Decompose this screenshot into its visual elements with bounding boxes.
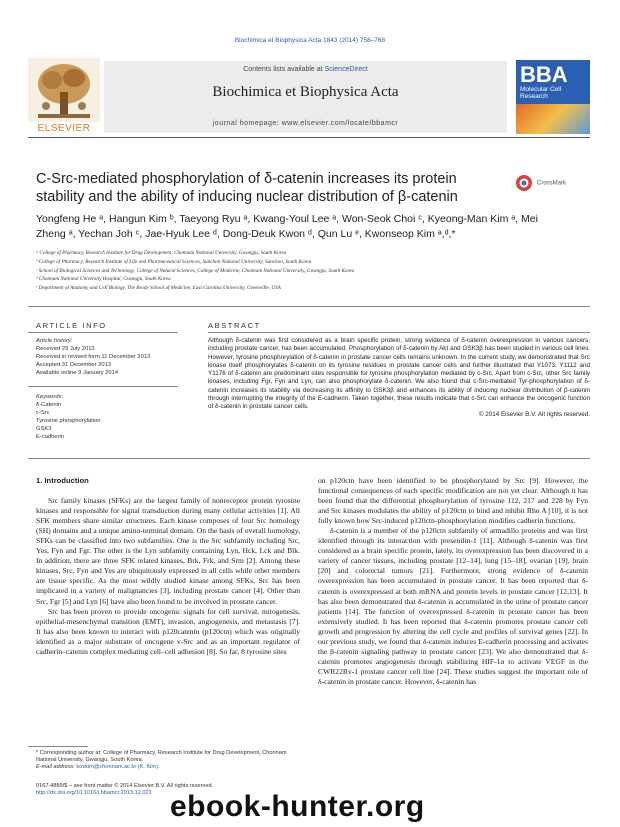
introduction-heading: 1. Introduction [36,476,89,485]
publisher-name: ELSEVIER [37,123,91,134]
body-paragraph: Src has been proven to provide oncogenic signals for cell survival, mitogenesis, epithelial-mesenchymal transition (EMT), invasion, angiogenesis, and metastasis [7]. It has also been known to interact with p120catenin (p120ctn) which was originally identified as a major substrate of oncogene v-Src and as an important regulator of cadherin–catenin complex mediating cell–cell adhesion [8]. So far, 8 tyrosine sites [36,606,300,656]
cover-bba-text: BBA [520,62,568,87]
history-received: Received 29 July 2013 [36,346,95,352]
journal-reference[interactable]: Biochimica et Biophysica Acta 1843 (2014) 758–768 [234,37,386,44]
body-paragraph: Src family kinases (SFKs) are the largest family of nonreceptor protein tyrosine kinases and responsible for signal transduction during many cellular activities [1]. All SFK members share similar structures. Each kinase composes of four Src homology (SH) domains and a unique amino-terminal domain. On the basis of overall homology, SFKs can be classified into two subfamilies. One is the Src subfamily including Src, Yes, Fyn and Fgr. The other is the Lyn subfamily containing Lyn, Hck, Lck and Blk. In addition, there are three SFK related kinases, Brk, Frk, and Srm [2]. Among these kinases, Src, Fyn and Yes are ubiquitously expressed in all cells while other members are tissue specific. As the most wildly studied kinase among SFKs, Src has been implicated in a variety of malignancies [3], including prostate cancer [4]. Other than Src, Fgr [5] and Lyn [6] have also been found to be involved in prostate cancer. [36,496,300,606]
author-list: Yongfeng He ᵃ, Hangun Kim ᵇ, Taeyong Ryu ᵃ, Kwang-Youl Lee ᵃ, Won-Seok Choi ᶜ, Kyeong-Man Kim ᵃ, Mei Zheng ᵃ, Yechan Joh ᶜ, Jae-Hyuk Lee ᵈ, Dong-Deuk Kwon ᵈ, Qun Lu ᵉ, Kwonseop Kim ᵃ,ᵈ,* [36,213,538,240]
article-history [36,337,196,377]
history-online: Available online 9 January 2014 [36,370,119,376]
email-link[interactable]: koskim@chonnam.ac.kr (K. Kim). [76,764,160,771]
watermark-text: ebook-hunter.org [170,790,425,823]
keyword: δ-Catenin [36,402,62,408]
abstract-copyright: © 2014 Elsevier B.V. All rights reserved. [478,411,590,419]
doi-link[interactable]: http://dx.doi.org/10.1016/j.bbamcr.2013.12.021 [36,790,152,797]
abstract-bottom-rule [28,458,590,459]
abstract-heading: ABSTRACT [208,321,261,330]
affiliation-d: ᵈ Chonnam National University Hospital, Gwangju, South Korea [36,276,171,283]
crossmark-icon [515,174,533,192]
abstract-body [208,337,590,420]
article-info-heading: ARTICLE INFO [36,321,107,330]
history-rule [28,386,178,387]
body-right-column [318,476,588,687]
journal-homepage [104,120,507,127]
crossmark-badge[interactable] [515,174,595,192]
abstract-text: Although δ-catenin was first considered as a brain specific protein, strong evidence of δ-catenin overexpression in various cancers, including prostate cancer, has been accumulated. Phosphorylation of δ-catenin by Akt and GSK3β has been studied in various cell lines. However, tyrosine phosphorylation of δ-catenin in prostate cancer cells remains unknown. In the current study, we demonstrated that Src kinase itself phosphorylates δ-catenin on its tyrosine residues in prostate cancer cells and further illustrated that Y1073, Y1112 and Y1176 of δ-catenin are predominant sites responsible for tyrosine phosphorylation mediated by c-Src. Apart from c-Src, other Src family kinases, including Fgr, Fyn and Lyn, can also phosphorylate δ-catenin. We also found that c-Src-mediated Tyr-phosphorylation of δ-catenin increases its stability via decreasing its affinity to GSK3β and enhances its ability of inducing nuclear distribution of β-catenin through interrupting the integrity of the E-cadherin. Taken together, these results indicate that c-Src can enhance the oncogenic function of δ-catenin in prostate cancer cells. [208,337,590,410]
keywords [36,393,196,441]
affiliations [36,249,576,293]
affiliation-rule [28,306,590,307]
homepage-link[interactable]: www.elsevier.com/locate/bbamcr [281,120,399,127]
email-line [36,764,300,771]
affiliation-e: ᵉ Department of Anatomy and Cell Biology, The Brody School of Medicine, East Carolina University, Greenville, USA [36,285,281,292]
affiliation-a: ᵃ College of Pharmacy, Research Institute for Drug Development, Chonnam National University, Gwangju, South Korea [36,250,287,256]
article-title: C-Src-mediated phosphorylation of δ-catenin increases its protein stability and the ability of inducing nuclear distribution of β-catenin [36,171,458,205]
affiliation-b: ᵇ College of Pharmacy, Research Institute of Life and Pharmaceutical Sciences, Sunchon National University, Sunchon, South Korea [36,258,312,265]
keyword: c-Src [36,410,50,416]
corresponding-author-footnote [36,750,300,772]
header-rule [28,137,590,138]
journal-title: Biochimica et Biophysica Acta [212,84,399,100]
homepage-prefix: journal homepage: [212,120,282,127]
email-label: E-mail address: [36,764,77,771]
cover-graphic [516,104,590,134]
elsevier-tree-icon [28,58,100,122]
keyword: GSK3 [36,426,52,432]
contents-prefix: Contents lists available at [243,66,325,73]
affiliation-c: ᶜ School of Biological Sciences and Technology, College of Natural Sciences, College of Medicine, Chonnam National University, Gwangju, South Korea [36,267,355,274]
keyword: E-cadherin [36,434,65,440]
crossmark-label: CrossMark [537,180,567,187]
abstract-rule [208,332,590,333]
footnote-rule [28,746,88,747]
history-label: Article history: [36,338,73,344]
footnote-text: * Corresponding author at: College of Pharmacy, Research Institute for Drug Development, Chonnam National University, Gwangju, South Korea. [36,750,287,764]
keyword: Tyrosine phosphorylation [36,418,101,424]
article-info-rule [28,332,178,333]
body-paragraph: on p120ctn have been identified to be phosphorylated by Src [9]. However, the functional consequences of each specific modification are not yet clear. Although it has been found that the differential phosphorylation of tyrosine 112, 217 and 228 by Fyn and Src kinases modulates the ability of p120ctn to bind and inhibit Rho A [10], it is not fully known how Src-induced p120ctn-phosphorylation modifies cadherin functions. [318,476,588,526]
journal-cover-image [516,60,590,134]
issn-line: 0167-4889/$ – see front matter © 2014 Elsevier B.V. All rights reserved. [36,783,214,789]
history-accepted: Accepted 31 December 2013 [36,362,112,368]
body-paragraph: δ-catenin is a member of the p120ctn subfamily of armadillo proteins and was first identified through its interaction with presenilin-1 [11]. Although δ-catenin was first considered as a brain specific protein, lately, its overexpression has been discovered in a variety of cancer tissues, including prostate [12–14], lung [15–18], ovarian [19], brain [20] and colorectal tumors [21]. Furthermore, strong evidence of δ-catenin overexpression has been accumulated in prostate cancer. It has been reported that δ-catenin is overexpressed at both mRNA and protein levels in prostate cancer [12,13]. It has also been demonstrated that δ-catenin is accumulated in the urine of prostate cancer patients [14]. The function of overexpressed δ-catenin in prostate cancer has been extensively studied. It has been reported that δ-catenin promotes prostate cancer cell growth and progression by altering the cell cycle and profiles of survival genes [22]. In our previous study, we found that δ-catenin induces E-cadherin processing and activates the β-catenin signaling pathway in prostate cancer [23]. We also demonstrated that δ-catenin promotes angiogenesis through stabilizing HIF-1α to activate VEGF in the CWR22Rv-1 prostate cancer cell line [24]. These studies suggest the important role of δ-catenin in prostate cancer. However, δ-catenin has [318,526,588,686]
history-revised: Received in revised form 11 December 2013 [36,354,151,360]
contents-line [104,66,507,73]
keywords-label: Keywords: [36,394,64,400]
body-left-column [36,476,300,657]
sciencedirect-link[interactable]: ScienceDirect [324,66,368,73]
cover-subtitle: Molecular Cell Research [520,86,562,100]
